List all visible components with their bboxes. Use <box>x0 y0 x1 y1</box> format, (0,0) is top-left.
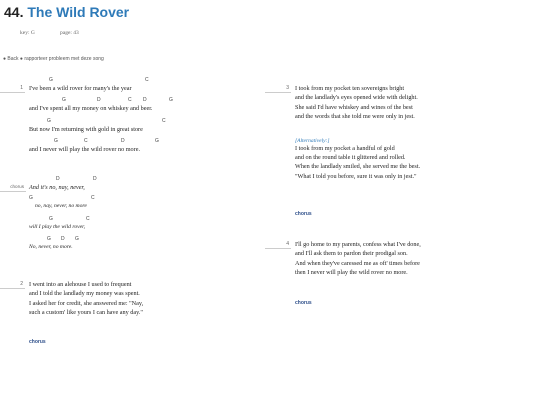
chord: C <box>145 77 149 83</box>
chord: G <box>169 97 173 104</box>
chorus-reference[interactable]: chorus <box>295 211 312 217</box>
chord: G <box>47 236 51 243</box>
chorus-line <box>29 194 95 211</box>
chorus-line <box>29 235 87 252</box>
lyric-line: I'll go home to my parents, confess what I've done, <box>295 241 421 248</box>
lyric-line: and the landlady's eyes opened wide with delight. <box>295 94 418 102</box>
chord: C <box>162 117 166 124</box>
chord: D <box>61 236 65 243</box>
lyric-line: I went into an alehouse I used to frequent <box>29 281 132 288</box>
verse-number: 4 <box>265 240 291 249</box>
chorus-line <box>29 215 90 232</box>
chord-row <box>29 117 166 125</box>
chord: G <box>29 195 33 202</box>
chord-row <box>29 76 152 84</box>
chorus-line <box>29 175 97 192</box>
chord: G <box>75 236 79 243</box>
verse-line <box>29 96 173 113</box>
song-number: 44. <box>4 4 24 20</box>
report-problem-link[interactable]: ● rapporteer probleem met deze song <box>19 56 104 62</box>
chord-row <box>29 96 173 104</box>
chord-row <box>29 194 95 202</box>
verse-line <box>29 137 159 154</box>
lyric-line: "What I told you before, sure it was only in jest." <box>295 172 417 180</box>
chord: C <box>128 97 132 104</box>
verse-line <box>29 76 152 93</box>
verse-number: 3 <box>265 84 291 93</box>
chord: C <box>91 195 95 202</box>
chorus-label: chorus <box>0 182 26 192</box>
chord: C <box>84 138 88 145</box>
verse-2 <box>20 280 144 318</box>
song-name: The Wild Rover <box>27 4 130 20</box>
lyric-line: I took from my pocket a handful of gold <box>295 144 395 152</box>
back-link[interactable]: ● Back <box>3 56 19 62</box>
alternative-note: [Alternatively:] <box>295 137 330 144</box>
lyric-line: and I never will play the wild rover no more. <box>29 146 140 154</box>
lyric-line: But now I'm returning with gold in great store <box>29 125 143 133</box>
chord-row <box>29 137 159 145</box>
lyric-line: I asked her for credit, she answered me: "Nay, <box>29 299 144 307</box>
verse-number: 1 <box>0 84 25 93</box>
chord: G <box>49 77 53 83</box>
chord: G <box>49 215 53 222</box>
lyric-line: and on the round table it glittered and rolled. <box>295 154 406 162</box>
verse-line <box>29 117 166 134</box>
song-page: page: 43 <box>60 30 79 36</box>
lyric-line: She said I'd have whiskey and wines of the best <box>295 103 413 111</box>
song-key: key: G <box>20 30 35 36</box>
verse-4 <box>286 240 421 278</box>
chord: G <box>54 138 58 145</box>
lyric-line: I took from my pocket ten sovereigns bright <box>295 85 405 92</box>
chord: C <box>86 215 90 222</box>
lyric-line: and I told the landlady my money was spent. <box>29 290 140 298</box>
chorus-reference[interactable]: chorus <box>29 339 46 345</box>
lyric-line: will I play the wild rover, <box>29 223 86 230</box>
chord: D <box>143 97 147 104</box>
chord: G <box>62 97 66 104</box>
verse-number: 2 <box>0 280 25 289</box>
verse-1 <box>20 76 173 155</box>
chord-row <box>29 235 87 243</box>
chord: G <box>155 138 159 145</box>
lyric-line: and I've spent all my money on whiskey and beer. <box>29 105 153 113</box>
lyric-line: I've been a wild rover for many's the year <box>29 85 132 92</box>
song-title <box>4 4 129 20</box>
lyric-line: no, nay, never, no more <box>35 203 87 210</box>
chord: D <box>121 138 125 145</box>
chord: D <box>56 176 60 182</box>
chorus-reference[interactable]: chorus <box>295 300 312 306</box>
lyric-line: such a custom' like yours I can have any day." <box>29 309 143 317</box>
lyric-line: No, never, no more. <box>29 244 73 251</box>
chorus-block <box>10 175 97 253</box>
verse-3 <box>286 84 421 181</box>
lyric-line: and the words that she told me were only in jest. <box>295 113 415 121</box>
lyric-line: And when they've caressed me as oft' times before <box>295 259 420 267</box>
chord-row <box>29 175 97 183</box>
lyric-line: And it's no, nay, never, <box>29 184 85 191</box>
song-links <box>3 56 104 62</box>
chord: D <box>93 176 97 182</box>
chord: G <box>47 117 51 124</box>
chord: D <box>97 97 101 104</box>
lyric-line: When the landlady smiled, she served me the best. <box>295 163 421 171</box>
lyric-line: then I never will play the wild rover no more. <box>295 269 408 277</box>
chord-row <box>29 215 90 223</box>
lyric-line: and I'll ask them to pardon their prodigal son. <box>295 250 408 258</box>
